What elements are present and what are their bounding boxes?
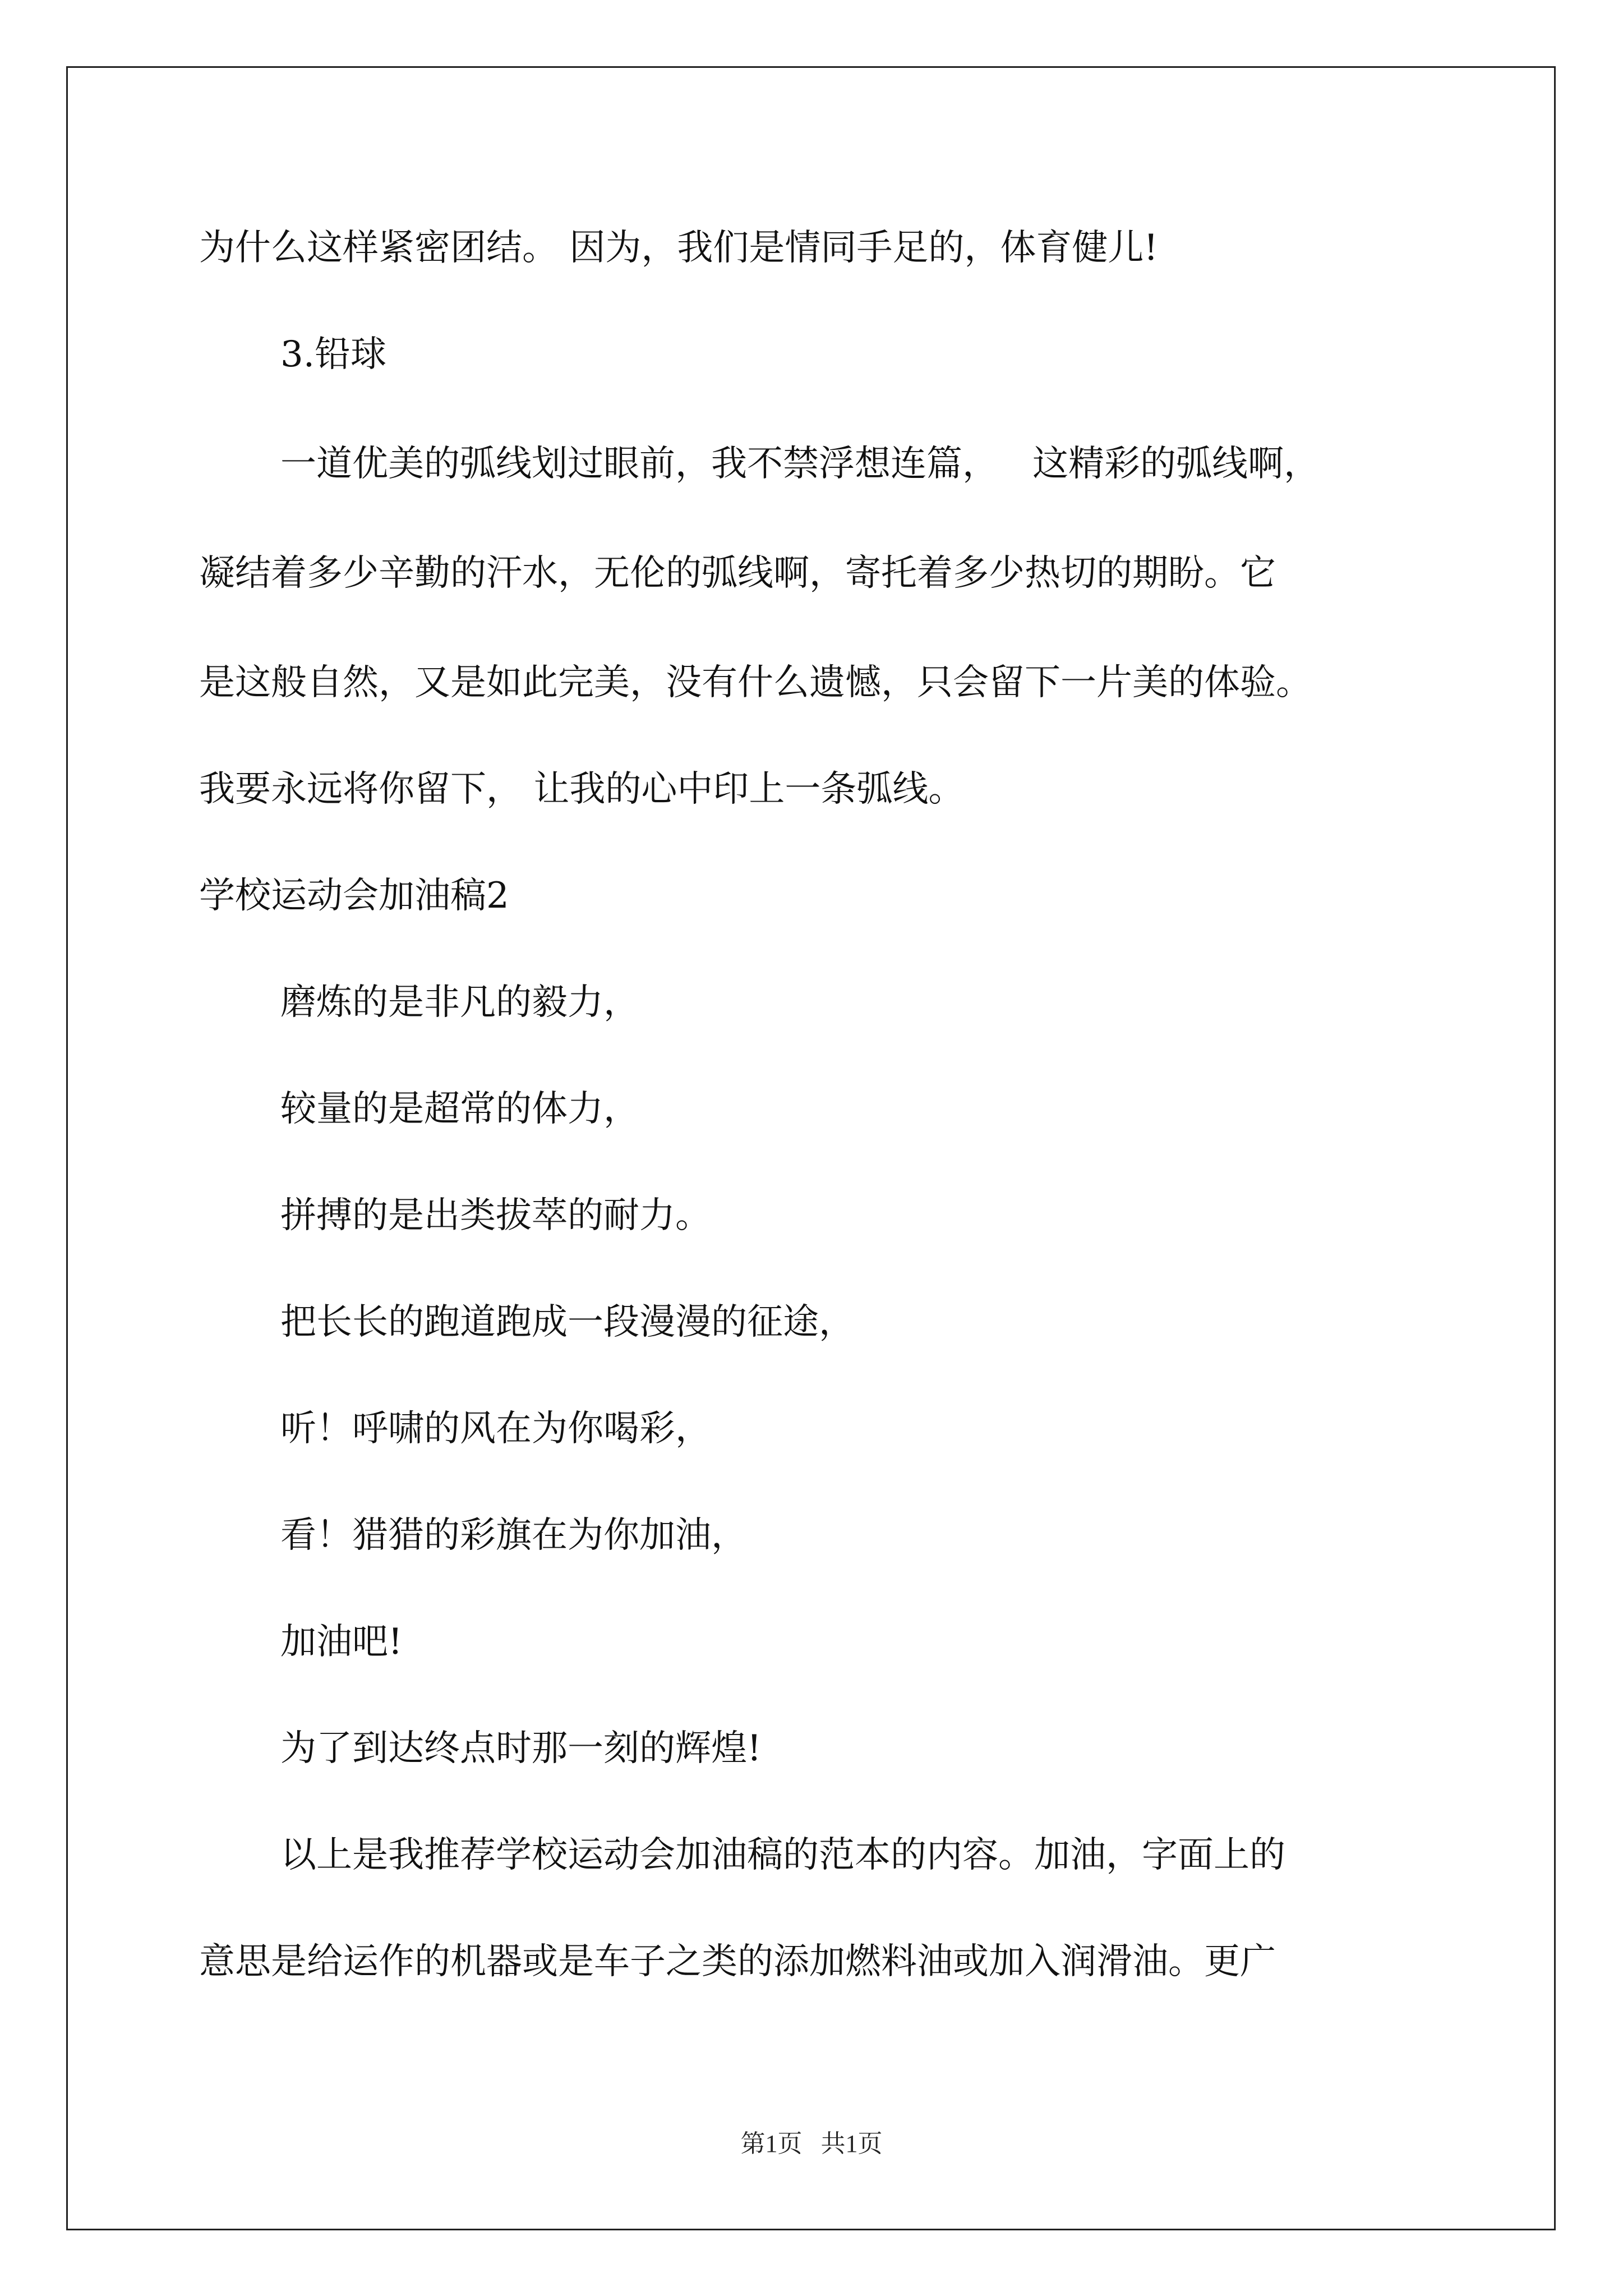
page-footer: 第1页 共1页 xyxy=(740,2130,883,2157)
section-heading-shot-put: 3.铅球 xyxy=(280,334,387,375)
body-line-5: 是这般自然，又是如此完美，没有什么遗憾，只会留下一片美的体验。 xyxy=(199,662,1312,703)
verse-line-5: 听！呼啸的风在为你喝彩， xyxy=(280,1408,711,1450)
verse-line-4: 把长长的跑道跑成一段漫漫的征途， xyxy=(280,1301,855,1343)
section-title-cheer-2: 学校运动会加油稿2 xyxy=(199,875,509,917)
body-line-3: 一道优美的弧线划过眼前，我不禁浮想连篇， 这精彩的弧线啊， xyxy=(280,443,1320,485)
body-line-16: 以上是我推荐学校运动会加油稿的范本的内容。加油，字面上的 xyxy=(280,1834,1285,1876)
body-line-1: 为什么这样紧密团结。 因为，我们是情同手足的，体育健儿! xyxy=(199,227,1159,269)
verse-line-2: 较量的是超常的体力， xyxy=(280,1088,639,1130)
verse-line-3: 拼搏的是出类拔萃的耐力。 xyxy=(280,1195,711,1236)
verse-line-8: 为了到达终点时那一刻的辉煌! xyxy=(280,1728,762,1769)
body-line-4: 凝结着多少辛勤的汗水，无伦的弧线啊，寄托着多少热切的期盼。它 xyxy=(199,553,1276,594)
verse-line-7: 加油吧! xyxy=(280,1621,403,1663)
body-line-6: 我要永远将你留下， 让我的心中印上一条弧线。 xyxy=(199,769,965,810)
verse-line-6: 看！猎猎的彩旗在为你加油， xyxy=(280,1515,747,1556)
page-border xyxy=(66,66,1556,2230)
body-line-17: 意思是给运作的机器或是车子之类的添加燃料油或加入润滑油。更广 xyxy=(199,1941,1276,1982)
verse-line-1: 磨炼的是非凡的毅力， xyxy=(280,982,639,1023)
